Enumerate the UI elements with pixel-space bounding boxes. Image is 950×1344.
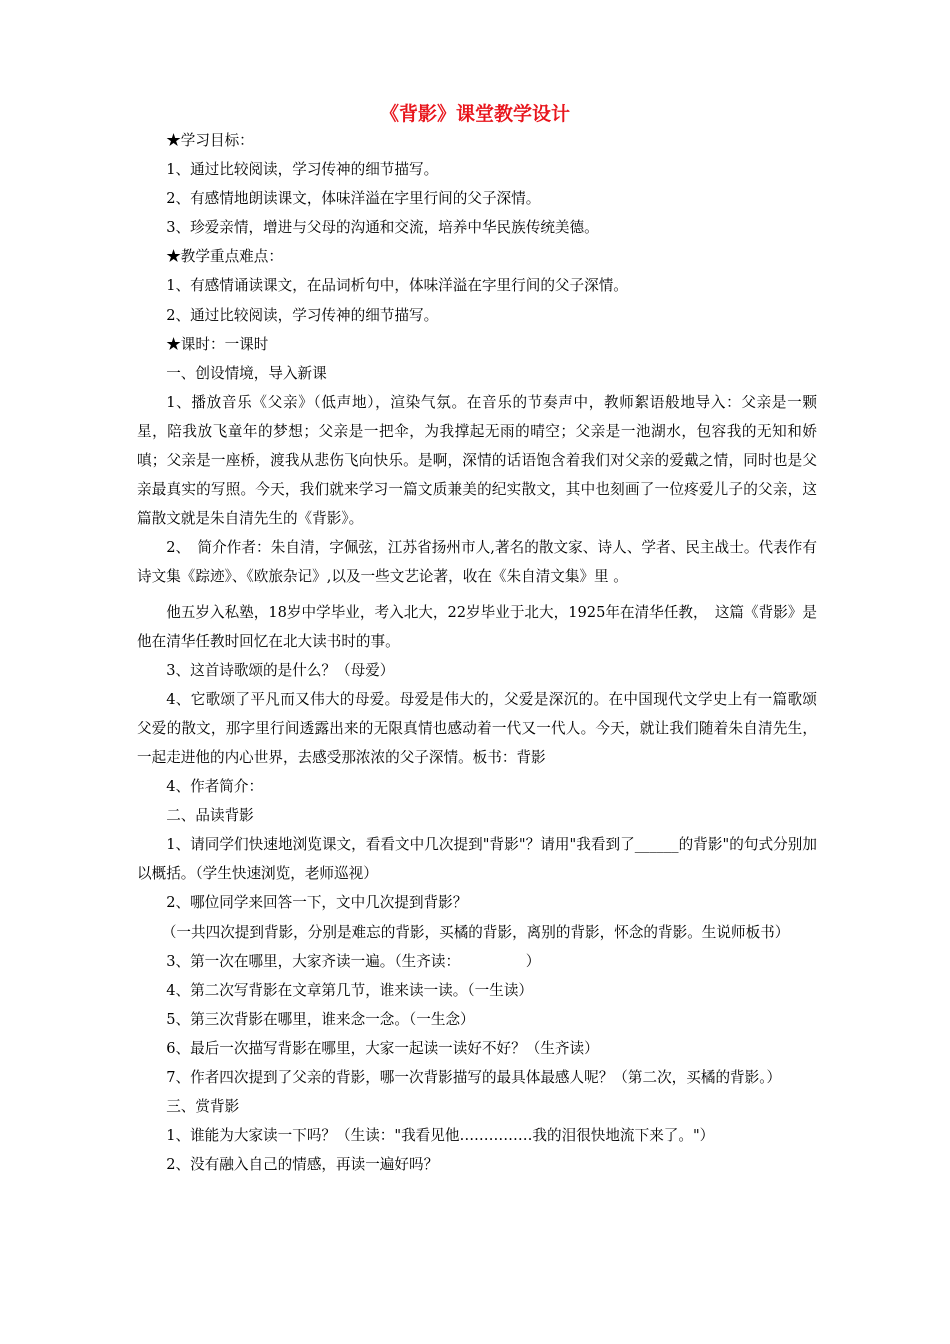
document-title: 《背影》课堂教学设计 [379,103,570,125]
document-body [137,126,817,1179]
paragraph: ★教学重点难点： [166,248,283,266]
paragraph: 4、第二次写背影在文章第几节，谁来读一读。（一生读） [166,981,534,999]
paragraph: 4、作者简介： [166,778,264,796]
paragraph: 三、赏背影 [166,1098,240,1116]
paragraph: 一、创设情境，导入新课 [166,364,327,382]
paragraph: 2、 简介作者：朱自清，字佩弦，江苏省扬州市人,著名的散文家、诗人、学者、民主战士。代表作有诗文集《踪迹》、《欧旅杂记》,以及一些文艺论著，收在《朱自清文集》里 。 [137,539,817,586]
paragraph: ★学习目标： [166,132,254,149]
paragraph: 1、通过比较阅读，学习传神的细节描写。 [166,161,439,179]
paragraph: 4、它歌颂了平凡而又伟大的母爱。母爱是伟大的，父爱是深沉的。在中国现代文学史上有一篇歌颂父爱的散文，那字里行间透露出来的无限真情也感动着一代又一代人。今天，就让我们随着朱自清先生，一起走进他的内心世界，去感受那浓浓的父子深情。板书：背影 [137,690,817,766]
paragraph: 2、没有融入自己的情感，再读一遍好吗？ [166,1156,439,1174]
paragraph: 1、有感情诵读课文，在品词析句中，体味洋溢在字里行间的父子深情。 [166,277,628,295]
paragraph: 5、第三次背影在哪里，谁来念一念。（一生念） [166,1010,475,1028]
paragraph: 1、请同学们快速地浏览课文，看看文中几次提到"背影"？请用"我看到了______的背影"的句式分别加以概括。（学生快速浏览，老师巡视） [137,836,817,883]
paragraph: 2、哪位同学来回答一下，文中几次提到背影？ [166,894,468,912]
paragraph: 1、播放音乐《父亲》（低声地），渲染气氛。在音乐的节奏声中，教师絮语般地导入：父亲是一颗星，陪我放飞童年的梦想；父亲是一把伞，为我撑起无雨的晴空；父亲是一池湖水，包容我的无知和娇嗔；父亲是一座桥，渡我从悲伤飞向快乐。是啊，深情的话语饱含着我们对父亲的爱戴之情，同时也是父亲最真实的写照。今天，我们就来学习一篇文质兼美的纪实散文，其中也刻画了一位疼爱儿子的父亲，这篇散文就是朱自清先生的《背影》。 [137,393,817,528]
paragraph: 他五岁入私塾，18岁中学毕业，考入北大，22岁毕业于北大，1925年在清华任教， 这篇《背影》是他在清华任教时回忆在北大读书时的事。 [137,603,817,650]
paragraph: （一共四次提到背影，分别是难忘的背影，买橘的背影，离别的背影，怀念的背影。生说师板书） [161,923,790,941]
paragraph: 7、作者四次提到了父亲的背影，哪一次背影描写的最具体最感人呢？（第二次，买橘的背影。） [166,1069,782,1086]
paragraph: 6、最后一次描写背影在哪里，大家一起读一读好不好？（生齐读） [166,1039,599,1057]
paragraph: 二、品读背影 [166,807,254,825]
paragraph: 2、有感情地朗读课文，体味洋溢在字里行间的父子深情。 [166,190,541,208]
paragraph: 3、这首诗歌颂的是什么？（母爱） [166,661,395,679]
paragraph: 3、第一次在哪里，大家齐读一遍。（生齐读： ） [166,952,541,970]
paragraph: 1、谁能为大家读一下吗？（生读："我看见他……………我的泪很快地流下来了。"） [166,1127,715,1145]
paragraph: ★课时：一课时 [166,335,269,353]
paragraph: 3、珍爱亲情，增进与父母的沟通和交流，培养中华民族传统美德。 [166,219,599,237]
paragraph: 2、通过比较阅读，学习传神的细节描写。 [166,306,439,324]
